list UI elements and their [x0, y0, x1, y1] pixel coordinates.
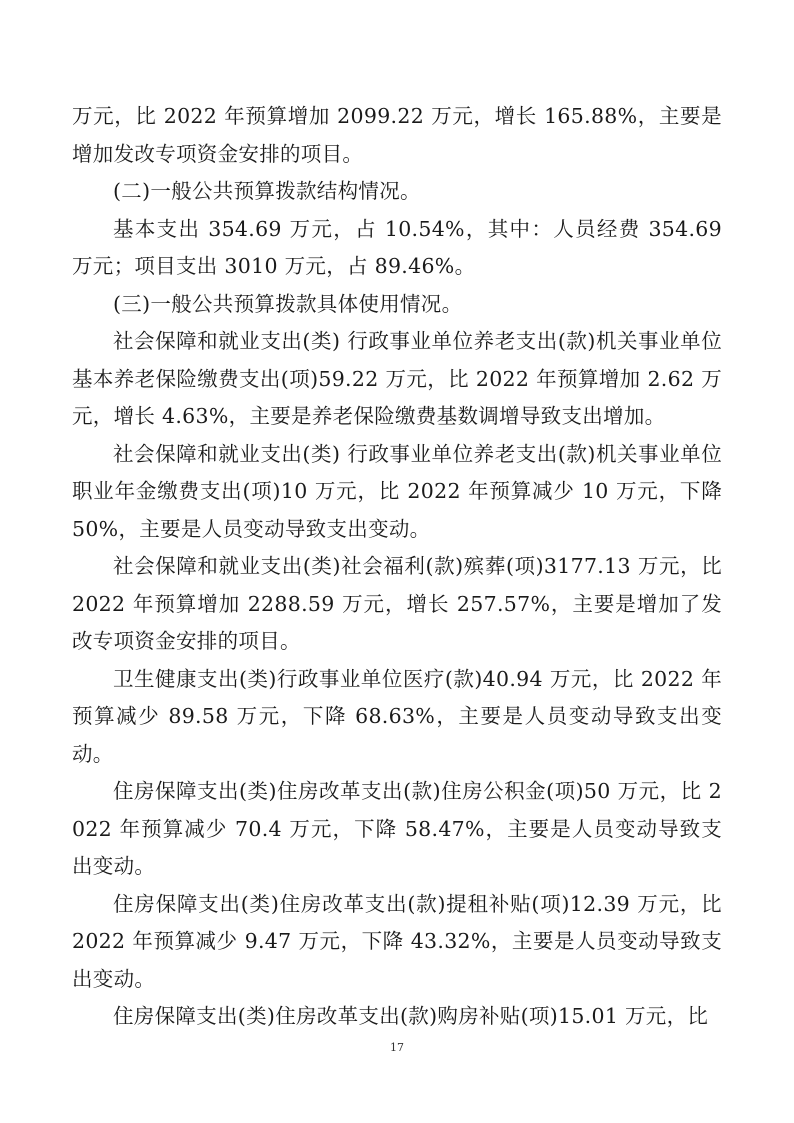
paragraph-pension-insurance: 社会保障和就业支出(类) 行政事业单位养老支出(款)机关事业单位基本养老保险缴费支出(项)59.22 万元，比 2022 年预算增加 2.62 万元，增长 4.63%，主要是养老保险缴费基数调增导致支出增加。 [72, 329, 722, 428]
paragraph-medical: 卫生健康支出(类)行政事业单位医疗(款)40.94 万元，比 2022 年预算减少 89.58 万元，下降 68.63%，主要是人员变动导致支出变动。 [72, 666, 722, 766]
page-number: 17 [390, 1041, 404, 1054]
paragraph-continuation: 万元，比 2022 年预算增加 2099.22 万元，增长 165.88%，主要是增加发改专项资金安排的项目。 [72, 104, 722, 166]
section-heading-2: (二)一般公共预算拨款结构情况。 [113, 179, 421, 203]
paragraph-funeral: 社会保障和就业支出(类)社会福利(款)殡葬(项)3177.13 万元，比 2022 年预算增加 2288.59 万元，增长 257.57%，主要是增加了发改专项资金安排的项目。 [72, 554, 722, 653]
paragraph-occupational-annuity: 社会保障和就业支出(类) 行政事业单位养老支出(款)机关事业单位职业年金缴费支出(项)10 万元，比 2022 年预算减少 10 万元，下降 50%，主要是人员变动导致支出变动。 [72, 441, 722, 541]
paragraph-structure: 基本支出 354.69 万元，占 10.54%，其中：人员经费 354.69 万元；项目支出 3010 万元，占 89.46%。 [72, 216, 722, 278]
paragraph-rent-subsidy: 住房保障支出(类)住房改革支出(款)提租补贴(项)12.39 万元，比 2022 年预算减少 9.47 万元，下降 43.32%，主要是人员变动导致支出变动。 [72, 891, 722, 991]
section-heading-3: (三)一般公共预算拨款具体使用情况。 [113, 291, 463, 316]
document-body [72, 98, 722, 1036]
paragraph-housing-subsidy: 住房保障支出(类)住房改革支出(款)购房补贴(项)15.01 万元，比 [113, 1004, 709, 1028]
paragraph-housing-fund: 住房保障支出(类)住房改革支出(款)住房公积金(项)50 万元，比 2022 年预算减少 70.4 万元，下降 58.47%，主要是人员变动导致支出变动。 [72, 779, 722, 878]
